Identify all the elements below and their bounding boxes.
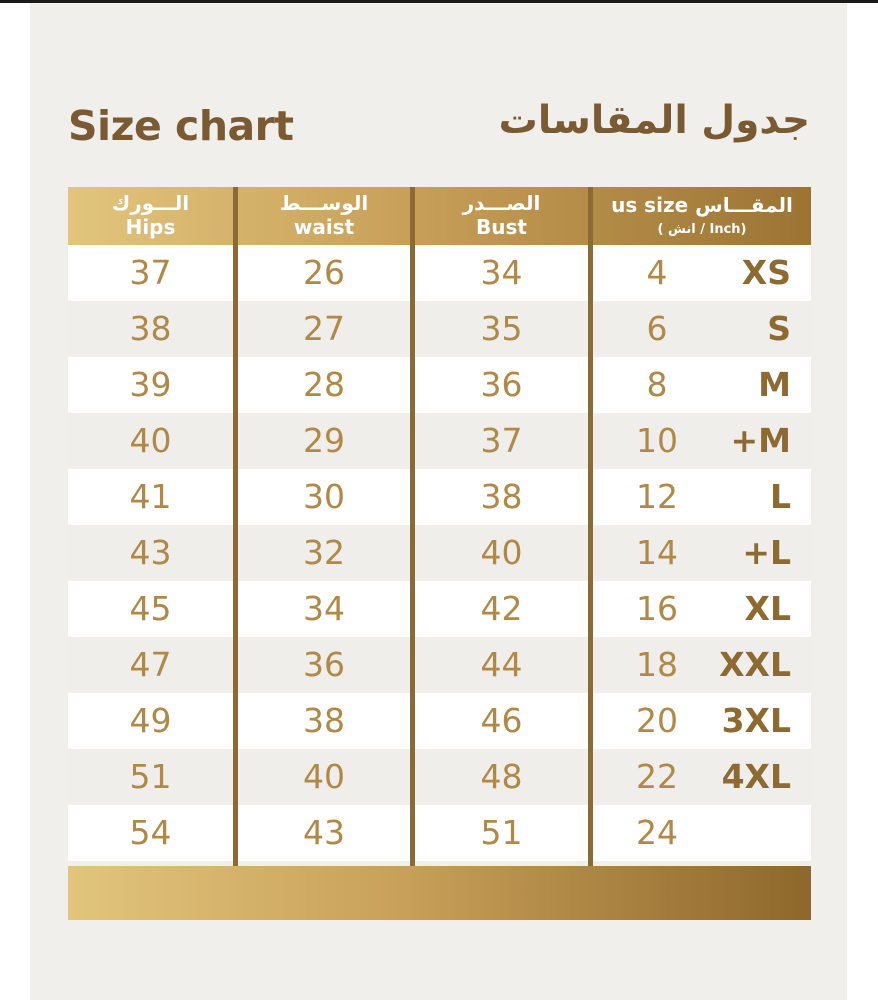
size-label: M: [758, 365, 791, 404]
header-size-top: us size المقـــاس: [611, 193, 793, 217]
us-size-value: 24: [636, 813, 678, 852]
table-row: [68, 245, 811, 301]
hips-value: 45: [129, 589, 172, 628]
table-row: [68, 581, 811, 637]
bust-value: 35: [480, 309, 523, 348]
column-divider: [410, 187, 415, 867]
table-row: [68, 525, 811, 581]
size-label: +M: [730, 421, 791, 460]
us-size-value: 4: [646, 253, 668, 292]
table-row: [68, 805, 811, 861]
waist-value: 27: [303, 309, 345, 348]
waist-value: 36: [303, 645, 345, 684]
us-size-value: 18: [636, 645, 678, 684]
header-waist: [238, 187, 410, 245]
table-row: [68, 469, 811, 525]
header-waist-en: waist: [293, 215, 355, 239]
table-row: [68, 749, 811, 805]
size-label: XL: [744, 589, 791, 628]
table-row: [68, 637, 811, 693]
bust-value: 44: [480, 645, 523, 684]
column-divider: [588, 187, 593, 867]
title-arabic: جدول المقاسات: [498, 98, 810, 143]
waist-value: 34: [303, 589, 345, 628]
us-size-value: 12: [636, 477, 678, 516]
waist-value: 32: [303, 533, 345, 572]
header-size-sub: ( انش / Inch): [657, 222, 747, 237]
size-label: XS: [741, 253, 791, 292]
header-size: [593, 187, 811, 245]
footer-bar: [68, 866, 811, 920]
us-size-value: 6: [646, 309, 668, 348]
us-size-value: 10: [636, 421, 678, 460]
header-bust: [415, 187, 588, 245]
bust-value: 40: [480, 533, 523, 572]
title-english: Size chart: [68, 102, 294, 150]
header-waist-ar: الوســـط: [279, 191, 369, 215]
waist-value: 30: [303, 477, 345, 516]
table-row: [68, 357, 811, 413]
waist-value: 43: [303, 813, 345, 852]
column-divider: [233, 187, 238, 867]
waist-value: 29: [303, 421, 345, 460]
header-hips-ar: الـــورك: [111, 191, 190, 215]
size-label: XXL: [719, 645, 791, 684]
bust-value: 46: [480, 701, 523, 740]
waist-value: 40: [303, 757, 345, 796]
hips-value: 41: [129, 477, 172, 516]
size-label: L: [769, 477, 791, 516]
us-size-value: 14: [636, 533, 678, 572]
hips-value: 51: [129, 757, 172, 796]
hips-value: 54: [129, 813, 172, 852]
hips-value: 49: [129, 701, 172, 740]
waist-value: 28: [303, 365, 345, 404]
waist-value: 26: [303, 253, 345, 292]
bust-value: 38: [480, 477, 523, 516]
table-row: [68, 413, 811, 469]
size-label: S: [767, 309, 791, 348]
us-size-value: 8: [646, 365, 668, 404]
us-size-value: 16: [636, 589, 678, 628]
us-size-value: 22: [636, 757, 678, 796]
hips-value: 47: [129, 645, 172, 684]
bust-value: 36: [480, 365, 523, 404]
us-size-value: 20: [636, 701, 678, 740]
hips-value: 40: [129, 421, 172, 460]
bust-value: 48: [480, 757, 523, 796]
bust-value: 37: [480, 421, 523, 460]
hips-value: 37: [129, 253, 172, 292]
header-bust-ar: الصـــدر: [462, 191, 541, 215]
size-label: 3XL: [721, 701, 791, 740]
bust-value: 34: [480, 253, 523, 292]
table-row: [68, 301, 811, 357]
waist-value: 38: [303, 701, 345, 740]
hips-value: 39: [129, 365, 172, 404]
hips-value: 43: [129, 533, 172, 572]
table-row: [68, 693, 811, 749]
size-label: 4XL: [721, 757, 791, 796]
hips-value: 38: [129, 309, 172, 348]
header-hips: [68, 187, 233, 245]
bust-value: 51: [480, 813, 523, 852]
header-hips-en: Hips: [125, 215, 176, 239]
size-label: +L: [742, 533, 791, 572]
bust-value: 42: [480, 589, 523, 628]
table-header: [68, 187, 811, 245]
header-bust-en: Bust: [476, 215, 527, 239]
